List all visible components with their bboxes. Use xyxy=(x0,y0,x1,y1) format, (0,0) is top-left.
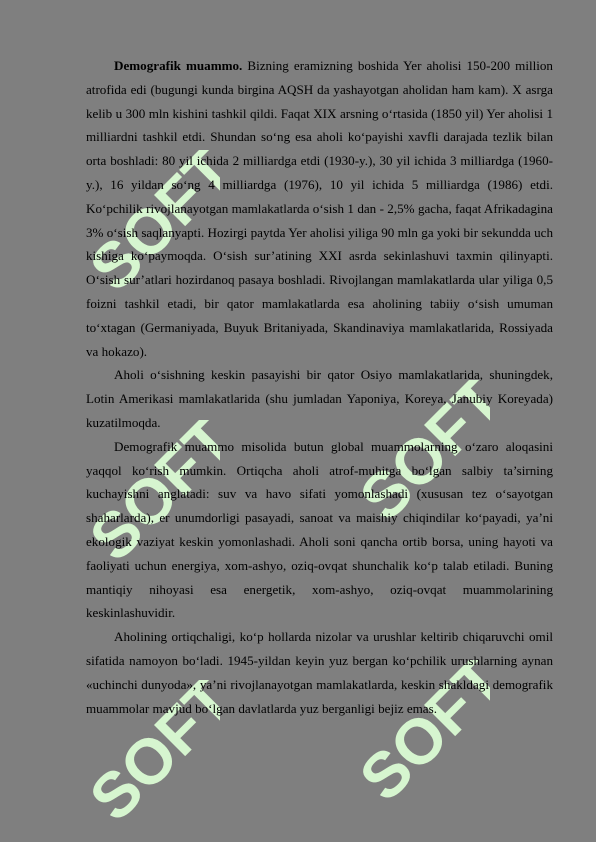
paragraph-text: Bizning eramizning boshida Yer aholisi 150-200 million atrofida edi (bugungi kunda birgina AQSH da yashayotgan aholidan ham kam). X asrga kelib u 300 mln kishini tashkil qildi. Faqat XIX arsning o‘rtasida (1850 yil) Yer aholisi 1 milliardni tashkil etdi. Shundan so‘ng esa aholi ko‘payishi xavfli darajada tezlik bilan orta boshladi: 80 yil ichida 2 milliardga etdi (1930-y.), 30 yil ichida 3 milliardga (1960-y.), 16 yildan so‘ng 4 milliardga (1976), 10 yil ichida 5 milliardga (1986) etdi. Ko‘pchilik rivojlanayotgan mamlakatlarda o‘sish 1 dan - 2,5% gacha, faqat Afrikadagina 3% o‘sish saqlanyapti. Hozirgi paytda Yer aholisi yiliga 90 mln ga yoki bir sekundda uch kishiga ko‘paymoqda. O‘sish sur’atining XXI asrda sekinlashuvi taxmin qilinyapti. O‘sish sur’atlari hozirdanoq pasaya boshladi. Rivojlangan mamlakatlarda ular yiliga 0,5 foizni tashkil etadi, bir qator mamlakatlarda esa aholining tabiiy o‘sish umuman to‘xtagan (Germaniyada, Buyuk Britaniyada, Skandinaviya mamlakatlarida, Rossiyada va hokazo). xyxy=(86,58,553,359)
paragraph-text: Aholining ortiqchaligi, ko‘p hollarda nizolar va urushlar keltirib chiqaruvchi omil sifatida namoyon bo‘ladi. 1945-yildan keyin yuz bergan ko‘pchilik urushlarning aynan «uchinchi dunyoda», ya’ni rivojlanayotgan mamlakatlarda, keskin shakldagi demografik muammolar mavjud bo‘lgan davlatlarda yuz berganligi bejiz emas. xyxy=(86,629,553,716)
watermark-text: SOFT xyxy=(75,420,220,575)
paragraph-heading: Demografik muammo. xyxy=(114,58,243,73)
paragraph-text: Demografik muammo misolida butun global muammolarning o‘zaro aloqasini yaqqol ko‘rish mumkin. Ortiqcha aholi atrof-muhitga bo‘lgan salbiy ta’sirning kuchayishni anglatadi: suv va havo sifati yomonlashadi (xususan tez o‘sayotgan shaharlarda), er unumdorligi pasayadi, sanoat va maishiy chiqindilar ko‘payadi, ya’ni ekologik vaziyat keskin yomonlashadi. Aholi soni qancha ortib borsa, uning hayoti va faoliyati uchun energiya, xom-ashyo, oziq-ovqat shunchalik ko‘p talab etiladi. Buning mantiqiy nihoyasi esa energetik, xom-ashyo, oziq-ovqat muammolarining keskinlashuvidir. xyxy=(86,438,553,621)
paragraph-1 xyxy=(86,54,553,363)
paragraph-text: Aholi o‘sishning keskin pasayishi bir qator Osiyo mamlakatlarida, shuningdek, Lotin Amerikasi mamlakatlarida (shu jumladan Yaponiya, Koreya, Janubiy Koreyada) kuzatilmoqda. xyxy=(86,367,553,430)
paragraph-2 xyxy=(86,363,553,434)
watermark-text: SOFT xyxy=(75,150,220,305)
document-body xyxy=(86,54,553,720)
watermark-text: SOFT xyxy=(345,380,490,535)
paragraph-4 xyxy=(86,625,553,720)
watermark-text: SOFT xyxy=(345,660,490,815)
paragraph-3 xyxy=(86,435,553,625)
watermark-text: SOFT xyxy=(75,680,220,835)
